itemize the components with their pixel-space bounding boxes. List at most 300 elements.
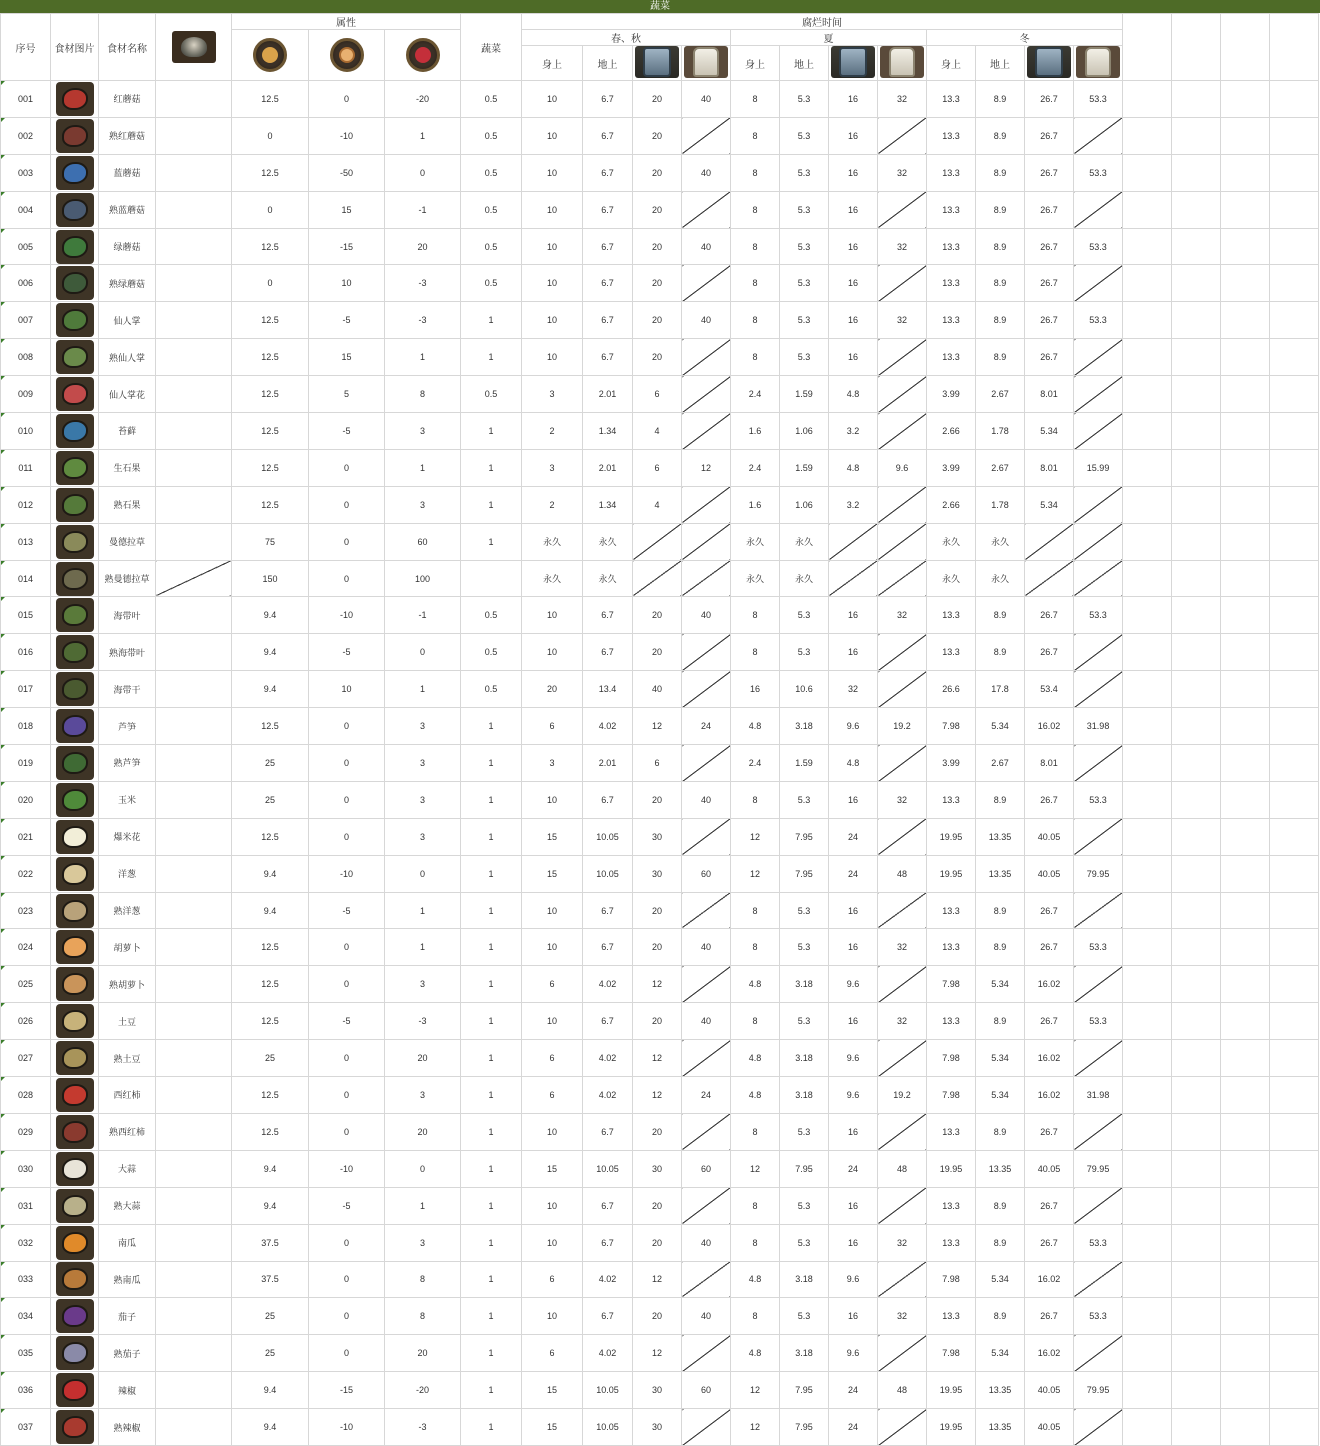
food-image <box>51 966 99 1003</box>
spring-autumn-icebox: 20 <box>633 597 682 634</box>
spring-autumn-on-body: 10 <box>522 81 583 118</box>
sanity-value: -15 <box>309 1372 385 1409</box>
winter-on-body: 13.3 <box>927 302 976 339</box>
food-icon <box>56 857 94 891</box>
winter-icebox: 26.7 <box>1025 1224 1074 1261</box>
crockpot-cell <box>156 1077 232 1114</box>
header-sanity <box>309 30 385 81</box>
sanity-value: 0 <box>309 486 385 523</box>
sanity-value: 10 <box>309 265 385 302</box>
table-row <box>1 1187 1320 1224</box>
empty-cell <box>1270 81 1319 118</box>
winter-saltbox: 53.3 <box>1074 81 1123 118</box>
food-image <box>51 1224 99 1261</box>
spring-autumn-icebox: 30 <box>633 1150 682 1187</box>
food-name: 熟南瓜 <box>99 1261 156 1298</box>
sanity-value: 10 <box>309 671 385 708</box>
hunger-value: 12.5 <box>232 413 309 450</box>
food-image <box>51 1335 99 1372</box>
summer-icebox: 9.6 <box>829 1077 878 1114</box>
empty-cell <box>1270 117 1319 154</box>
winter-on-body: 13.3 <box>927 892 976 929</box>
food-icon <box>56 451 94 485</box>
winter-on-ground: 2.67 <box>976 745 1025 782</box>
health-value: -20 <box>385 81 461 118</box>
header-on-ground: 地上 <box>780 46 829 81</box>
empty-cell <box>1172 597 1221 634</box>
spring-autumn-on-body: 15 <box>522 818 583 855</box>
winter-icebox: 53.4 <box>1025 671 1074 708</box>
spring-autumn-saltbox <box>682 1261 731 1298</box>
spring-autumn-saltbox: 60 <box>682 1372 731 1409</box>
hunger-value: 9.4 <box>232 671 309 708</box>
summer-saltbox <box>878 671 927 708</box>
summer-on-body: 8 <box>731 634 780 671</box>
spring-autumn-icebox: 12 <box>633 708 682 745</box>
hunger-value: 25 <box>232 781 309 818</box>
sanity-value: -10 <box>309 1409 385 1446</box>
food-name: 熟绿蘑菇 <box>99 265 156 302</box>
summer-saltbox: 32 <box>878 228 927 265</box>
crockpot-cell <box>156 486 232 523</box>
sanity-value: -10 <box>309 597 385 634</box>
spring-autumn-saltbox: 40 <box>682 929 731 966</box>
empty-cell <box>1270 560 1319 597</box>
empty-cell <box>1221 597 1270 634</box>
summer-icebox: 16 <box>829 1224 878 1261</box>
summer-icebox: 24 <box>829 1409 878 1446</box>
food-icon <box>56 377 94 411</box>
food-icon <box>56 709 94 743</box>
empty-cell <box>1270 634 1319 671</box>
sanity-value: 0 <box>309 781 385 818</box>
header-icebox <box>1025 46 1074 81</box>
table-row <box>1 1224 1320 1261</box>
winter-saltbox <box>1074 1335 1123 1372</box>
crockpot-cell <box>156 413 232 450</box>
food-icon <box>56 1226 94 1260</box>
vegetable-value: 0.5 <box>461 671 522 708</box>
summer-on-ground: 3.18 <box>780 1261 829 1298</box>
food-image <box>51 1409 99 1446</box>
summer-saltbox: 48 <box>878 1150 927 1187</box>
winter-icebox: 26.7 <box>1025 339 1074 376</box>
vegetable-value: 1 <box>461 818 522 855</box>
winter-on-body: 3.99 <box>927 745 976 782</box>
summer-on-ground: 7.95 <box>780 818 829 855</box>
summer-on-ground: 7.95 <box>780 1409 829 1446</box>
spring-autumn-icebox: 20 <box>633 781 682 818</box>
row-index: 027 <box>1 1040 51 1077</box>
summer-icebox: 16 <box>829 1298 878 1335</box>
summer-saltbox <box>878 1409 927 1446</box>
food-image <box>51 265 99 302</box>
empty-cell <box>1123 966 1172 1003</box>
empty-cell <box>1270 1077 1319 1114</box>
spring-autumn-on-ground: 2.01 <box>583 449 633 486</box>
spring-autumn-on-ground: 6.7 <box>583 302 633 339</box>
summer-saltbox <box>878 523 927 560</box>
health-value: 1 <box>385 117 461 154</box>
food-image <box>51 1113 99 1150</box>
empty-cell <box>1270 818 1319 855</box>
sanity-value: -15 <box>309 228 385 265</box>
hunger-value: 12.5 <box>232 339 309 376</box>
row-index: 023 <box>1 892 51 929</box>
table-row <box>1 560 1320 597</box>
row-index: 017 <box>1 671 51 708</box>
header-spoil-time: 腐烂时间 <box>522 14 1123 30</box>
empty-cell <box>1270 966 1319 1003</box>
spring-autumn-saltbox: 40 <box>682 781 731 818</box>
vegetable-value: 1 <box>461 1372 522 1409</box>
summer-icebox: 4.8 <box>829 376 878 413</box>
summer-saltbox <box>878 339 927 376</box>
spring-autumn-on-ground: 10.05 <box>583 818 633 855</box>
winter-on-ground: 5.34 <box>976 1040 1025 1077</box>
hunger-value: 37.5 <box>232 1224 309 1261</box>
summer-on-body: 8 <box>731 339 780 376</box>
table-row <box>1 228 1320 265</box>
winter-icebox: 26.7 <box>1025 1003 1074 1040</box>
vegetable-value: 1 <box>461 486 522 523</box>
food-image <box>51 1187 99 1224</box>
crockpot-cell <box>156 1150 232 1187</box>
spring-autumn-on-ground: 10.05 <box>583 1150 633 1187</box>
table-row <box>1 818 1320 855</box>
summer-on-body: 8 <box>731 117 780 154</box>
crockpot-cell <box>156 376 232 413</box>
summer-on-ground: 5.3 <box>780 634 829 671</box>
table-row <box>1 1261 1320 1298</box>
health-value: 3 <box>385 745 461 782</box>
crockpot-cell <box>156 117 232 154</box>
spring-autumn-icebox: 20 <box>633 1298 682 1335</box>
icebox-icon <box>831 46 875 78</box>
summer-on-ground: 3.18 <box>780 708 829 745</box>
empty-cell <box>1221 449 1270 486</box>
summer-on-ground: 5.3 <box>780 1224 829 1261</box>
crockpot-cell <box>156 1372 232 1409</box>
empty-cell <box>1123 818 1172 855</box>
empty-cell <box>1123 265 1172 302</box>
summer-on-body: 4.8 <box>731 966 780 1003</box>
hunger-value: 12.5 <box>232 449 309 486</box>
spring-autumn-on-body: 10 <box>522 339 583 376</box>
summer-icebox: 3.2 <box>829 486 878 523</box>
empty-cell <box>1221 1040 1270 1077</box>
spring-autumn-on-body: 10 <box>522 781 583 818</box>
empty-cell <box>1172 634 1221 671</box>
spring-autumn-saltbox: 40 <box>682 597 731 634</box>
winter-icebox: 16.02 <box>1025 708 1074 745</box>
winter-on-ground: 13.35 <box>976 1150 1025 1187</box>
summer-on-ground: 3.18 <box>780 966 829 1003</box>
spring-autumn-on-body: 20 <box>522 671 583 708</box>
row-index: 033 <box>1 1261 51 1298</box>
saltbox-icon <box>684 46 728 78</box>
empty-cell <box>1123 413 1172 450</box>
table-row <box>1 191 1320 228</box>
winter-saltbox: 53.3 <box>1074 1003 1123 1040</box>
crockpot-cell <box>156 929 232 966</box>
vegetable-value: 1 <box>461 1335 522 1372</box>
winter-saltbox <box>1074 265 1123 302</box>
summer-on-body: 2.4 <box>731 449 780 486</box>
spring-autumn-on-body: 6 <box>522 1261 583 1298</box>
sanity-value: -10 <box>309 117 385 154</box>
summer-on-body: 2.4 <box>731 745 780 782</box>
row-index: 006 <box>1 265 51 302</box>
winter-saltbox: 53.3 <box>1074 929 1123 966</box>
sanity-value: 5 <box>309 376 385 413</box>
summer-on-ground: 5.3 <box>780 117 829 154</box>
health-value: 1 <box>385 1187 461 1224</box>
vegetable-value: 0.5 <box>461 597 522 634</box>
spring-autumn-icebox: 40 <box>633 671 682 708</box>
winter-on-ground: 8.9 <box>976 339 1025 376</box>
empty-cell <box>1123 228 1172 265</box>
summer-icebox: 24 <box>829 818 878 855</box>
empty-cell <box>1172 892 1221 929</box>
spring-autumn-on-ground: 6.7 <box>583 781 633 818</box>
empty-cell <box>1221 413 1270 450</box>
crockpot-cell <box>156 634 232 671</box>
hunger-value: 9.4 <box>232 892 309 929</box>
vegetable-value: 0.5 <box>461 117 522 154</box>
empty-cell <box>1270 191 1319 228</box>
table-row <box>1 486 1320 523</box>
crockpot-cell <box>156 1298 232 1335</box>
empty-cell <box>1270 1113 1319 1150</box>
spring-autumn-icebox: 20 <box>633 339 682 376</box>
food-icon <box>56 672 94 706</box>
header-hunger <box>232 30 309 81</box>
spring-autumn-saltbox: 40 <box>682 154 731 191</box>
spring-autumn-icebox: 20 <box>633 892 682 929</box>
crockpot-cell <box>156 302 232 339</box>
spring-autumn-on-ground: 13.4 <box>583 671 633 708</box>
table-row <box>1 523 1320 560</box>
empty-cell <box>1172 1077 1221 1114</box>
food-name: 海带干 <box>99 671 156 708</box>
crockpot-cell <box>156 1187 232 1224</box>
winter-on-ground: 8.9 <box>976 81 1025 118</box>
summer-icebox: 9.6 <box>829 1335 878 1372</box>
icebox-icon <box>1027 46 1071 78</box>
summer-saltbox <box>878 560 927 597</box>
health-value: 3 <box>385 486 461 523</box>
crockpot-cell <box>156 671 232 708</box>
summer-icebox: 9.6 <box>829 1040 878 1077</box>
winter-on-ground: 5.34 <box>976 1261 1025 1298</box>
spring-autumn-on-body: 10 <box>522 1113 583 1150</box>
winter-icebox: 26.7 <box>1025 634 1074 671</box>
spring-autumn-on-ground: 2.01 <box>583 376 633 413</box>
empty-cell <box>1221 818 1270 855</box>
empty-cell <box>1221 671 1270 708</box>
summer-saltbox <box>878 1187 927 1224</box>
spring-autumn-on-body: 10 <box>522 191 583 228</box>
sanity-value: 15 <box>309 339 385 376</box>
empty-cell <box>1172 413 1221 450</box>
spring-autumn-on-body: 6 <box>522 1335 583 1372</box>
winter-on-ground: 1.78 <box>976 413 1025 450</box>
empty-cell <box>1221 892 1270 929</box>
summer-on-ground: 1.59 <box>780 376 829 413</box>
spring-autumn-on-body: 10 <box>522 1003 583 1040</box>
summer-on-ground: 3.18 <box>780 1077 829 1114</box>
spring-autumn-saltbox <box>682 1113 731 1150</box>
empty-cell <box>1172 1040 1221 1077</box>
row-index: 005 <box>1 228 51 265</box>
winter-saltbox: 31.98 <box>1074 1077 1123 1114</box>
row-index: 037 <box>1 1409 51 1446</box>
saltbox-icon <box>1076 46 1120 78</box>
food-image <box>51 560 99 597</box>
crockpot-cell <box>156 339 232 376</box>
summer-on-ground: 5.3 <box>780 1298 829 1335</box>
spring-autumn-saltbox <box>682 818 731 855</box>
saltbox-icon <box>880 46 924 78</box>
health-value: 1 <box>385 929 461 966</box>
summer-icebox: 16 <box>829 302 878 339</box>
spring-autumn-saltbox: 40 <box>682 1003 731 1040</box>
empty-cell <box>1172 1113 1221 1150</box>
food-name: 熟胡萝卜 <box>99 966 156 1003</box>
empty-cell <box>1270 523 1319 560</box>
row-index: 004 <box>1 191 51 228</box>
crockpot-cell <box>156 191 232 228</box>
stomach-icon <box>253 38 287 72</box>
winter-saltbox <box>1074 413 1123 450</box>
empty-cell <box>1221 339 1270 376</box>
summer-on-ground: 7.95 <box>780 1150 829 1187</box>
hunger-value: 12.5 <box>232 486 309 523</box>
summer-icebox <box>829 523 878 560</box>
summer-saltbox <box>878 117 927 154</box>
summer-icebox: 16 <box>829 781 878 818</box>
row-index: 012 <box>1 486 51 523</box>
summer-icebox: 32 <box>829 671 878 708</box>
spring-autumn-on-ground: 6.7 <box>583 597 633 634</box>
summer-icebox: 24 <box>829 1150 878 1187</box>
sanity-value: -5 <box>309 1003 385 1040</box>
summer-on-ground: 5.3 <box>780 597 829 634</box>
spring-autumn-on-ground: 4.02 <box>583 1335 633 1372</box>
row-index: 010 <box>1 413 51 450</box>
empty-cell <box>1172 818 1221 855</box>
header-on-ground: 地上 <box>583 46 633 81</box>
summer-saltbox <box>878 1335 927 1372</box>
spring-autumn-on-ground: 6.7 <box>583 339 633 376</box>
header-on-ground: 地上 <box>976 46 1025 81</box>
hunger-value: 75 <box>232 523 309 560</box>
spring-autumn-icebox: 30 <box>633 855 682 892</box>
spring-autumn-icebox: 6 <box>633 745 682 782</box>
table-row <box>1 1150 1320 1187</box>
summer-saltbox <box>878 1040 927 1077</box>
sanity-value: -5 <box>309 302 385 339</box>
winter-icebox: 26.7 <box>1025 1187 1074 1224</box>
winter-saltbox <box>1074 560 1123 597</box>
summer-on-body: 4.8 <box>731 1040 780 1077</box>
summer-on-body: 8 <box>731 81 780 118</box>
empty-cell <box>1123 1335 1172 1372</box>
food-icon <box>56 967 94 1001</box>
empty-cell <box>1172 671 1221 708</box>
health-value: 0 <box>385 855 461 892</box>
spring-autumn-on-body: 10 <box>522 597 583 634</box>
empty-cell <box>1270 929 1319 966</box>
summer-on-ground: 5.3 <box>780 781 829 818</box>
food-name: 熟西红柿 <box>99 1113 156 1150</box>
empty-cell <box>1123 1372 1172 1409</box>
spring-autumn-on-ground: 6.7 <box>583 191 633 228</box>
vegetable-value: 0.5 <box>461 376 522 413</box>
sanity-value: 0 <box>309 1040 385 1077</box>
food-icon <box>56 598 94 632</box>
spring-autumn-on-ground: 6.7 <box>583 265 633 302</box>
table-row <box>1 855 1320 892</box>
summer-icebox: 16 <box>829 339 878 376</box>
sanity-value: -5 <box>309 1187 385 1224</box>
table-row <box>1 1113 1320 1150</box>
winter-saltbox <box>1074 486 1123 523</box>
health-value: -20 <box>385 1372 461 1409</box>
winter-saltbox <box>1074 818 1123 855</box>
spring-autumn-icebox: 12 <box>633 1261 682 1298</box>
spring-autumn-icebox: 6 <box>633 376 682 413</box>
spring-autumn-on-body: 10 <box>522 1298 583 1335</box>
summer-on-body: 8 <box>731 1298 780 1335</box>
summer-on-body: 4.8 <box>731 708 780 745</box>
hunger-value: 9.4 <box>232 1187 309 1224</box>
health-value: 20 <box>385 1335 461 1372</box>
crockpot-cell <box>156 1003 232 1040</box>
empty-cell <box>1221 855 1270 892</box>
vegetable-value: 1 <box>461 1409 522 1446</box>
empty-cell <box>1123 1298 1172 1335</box>
spring-autumn-on-ground: 4.02 <box>583 708 633 745</box>
empty-cell <box>1221 708 1270 745</box>
spring-autumn-saltbox: 40 <box>682 228 731 265</box>
winter-on-ground: 8.9 <box>976 1224 1025 1261</box>
food-image <box>51 81 99 118</box>
winter-on-body: 13.3 <box>927 339 976 376</box>
brain-icon <box>330 38 364 72</box>
spring-autumn-saltbox <box>682 634 731 671</box>
summer-on-ground: 1.59 <box>780 745 829 782</box>
empty-cell <box>1172 1261 1221 1298</box>
winter-icebox: 16.02 <box>1025 1335 1074 1372</box>
crockpot-cell <box>156 560 232 597</box>
table-row <box>1 1335 1320 1372</box>
spring-autumn-saltbox <box>682 413 731 450</box>
spring-autumn-icebox: 20 <box>633 634 682 671</box>
summer-icebox: 24 <box>829 1372 878 1409</box>
food-image <box>51 1150 99 1187</box>
spring-autumn-on-ground: 6.7 <box>583 1003 633 1040</box>
empty-cell <box>1270 1372 1319 1409</box>
food-image <box>51 191 99 228</box>
empty-cell <box>1172 486 1221 523</box>
food-image <box>51 1372 99 1409</box>
empty-cell <box>1221 1003 1270 1040</box>
food-name: 生石果 <box>99 449 156 486</box>
spring-autumn-icebox: 20 <box>633 1224 682 1261</box>
spring-autumn-saltbox <box>682 265 731 302</box>
